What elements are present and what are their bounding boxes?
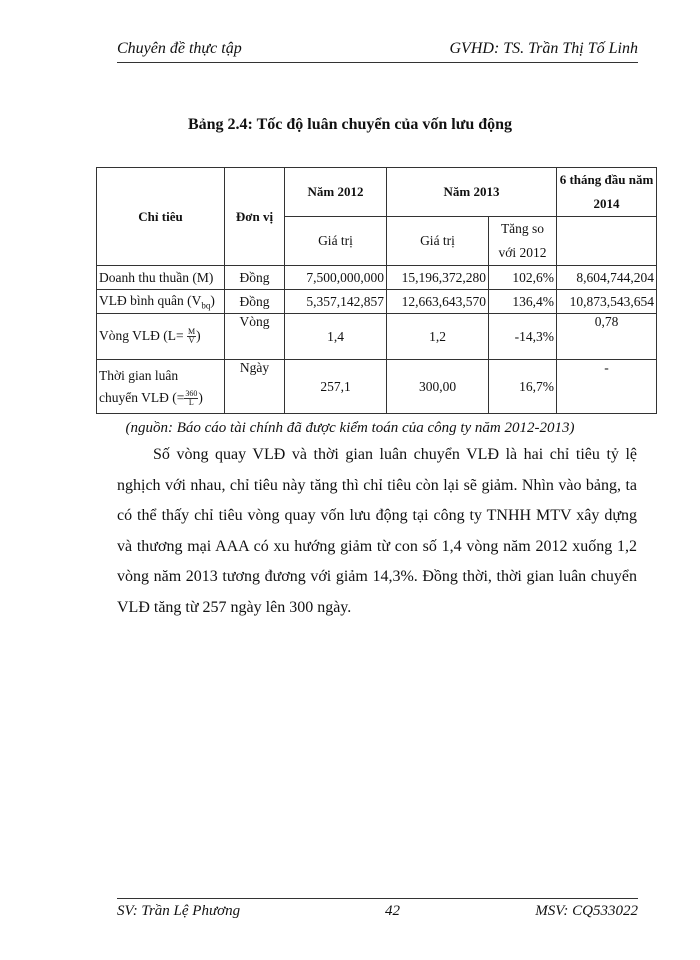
row-pct: 136,4%	[489, 290, 557, 314]
row-value-2013: 15,196,372,280	[387, 266, 489, 290]
fraction-numerator: M	[187, 327, 196, 337]
subheader-gia-tri-2013: Giá trị	[387, 217, 489, 266]
table-row	[97, 314, 657, 360]
label-line1: Thời gian luân	[99, 367, 179, 383]
header-right: GVHD: TS. Trần Thị Tố Linh	[449, 40, 638, 57]
row-label	[97, 360, 225, 414]
header-don-vi: Đơn vị	[225, 168, 285, 266]
label-end: )	[210, 292, 215, 308]
row-value-2013: 300,00	[387, 360, 489, 414]
fraction-denominator: V	[188, 336, 195, 346]
subheader-empty	[557, 217, 657, 266]
table-row	[97, 290, 657, 314]
label-main: VLĐ bình quân (V	[99, 292, 202, 308]
fraction-denominator: L	[188, 397, 194, 407]
label-end: )	[196, 327, 201, 343]
row-unit: Đồng	[225, 266, 285, 290]
row-value-2013: 12,663,643,570	[387, 290, 489, 314]
label-main: chuyển VLĐ (=	[99, 389, 185, 405]
page-footer	[117, 898, 638, 923]
row-unit: Vòng	[225, 314, 285, 360]
row-value-2014: 8,604,744,204	[557, 266, 657, 290]
row-value-2012: 7,500,000,000	[285, 266, 387, 290]
header-left: Chuyên đề thực tập	[117, 40, 242, 57]
table-row	[97, 266, 657, 290]
table-header-row	[97, 168, 657, 217]
header-2014: 6 tháng đầu năm 2014	[557, 168, 657, 217]
data-table	[96, 167, 657, 414]
row-value-2014: 0,78	[557, 314, 657, 360]
row-label	[97, 290, 225, 314]
row-unit: Đồng	[225, 290, 285, 314]
row-label: Doanh thu thuần (M)	[97, 266, 225, 290]
row-pct: 16,7%	[489, 360, 557, 414]
row-label	[97, 314, 225, 360]
row-value-2013: 1,2	[387, 314, 489, 360]
label-end: )	[198, 389, 203, 405]
row-value-2014: 10,873,543,654	[557, 290, 657, 314]
header-2012: Năm 2012	[285, 168, 387, 217]
row-value-2012: 1,4	[285, 314, 387, 360]
page-header	[117, 40, 638, 63]
fraction	[184, 390, 198, 407]
footer-right: MSV: CQ533022	[535, 903, 638, 919]
row-pct: 102,6%	[489, 266, 557, 290]
label-main: Vòng VLĐ (L=	[99, 327, 187, 343]
table-row	[97, 360, 657, 414]
page-number: 42	[385, 903, 400, 919]
body-paragraph	[117, 440, 637, 623]
row-value-2012: 5,357,142,857	[285, 290, 387, 314]
subheader-gia-tri-2012: Giá trị	[285, 217, 387, 266]
fraction-numerator: 360	[185, 388, 198, 398]
footer-left: SV: Trần Lệ Phương	[117, 903, 241, 919]
row-unit: Ngày	[225, 360, 285, 414]
paragraph-text: Số vòng quay VLĐ và thời gian luân chuyển VLĐ là hai chỉ tiêu tỷ lệ nghịch với nhau, chỉ tiêu này tăng thì chỉ tiêu còn lại sẽ giảm. Nhìn vào bảng, ta có thể thấy chỉ tiêu vòng quay vốn lưu động tại công ty TNHH MTV xây dựng và thương mại AAA có xu hướng giảm từ con số 1,4 vòng năm 2012 xuống 1,2 vòng năm 2013 tương đương với giảm 14,3%. Đồng thời, thời gian luân chuyển VLĐ tăng từ 257 ngày lên 300 ngày.	[117, 446, 637, 616]
subheader-tang-so: Tăng so với 2012	[489, 217, 557, 266]
row-value-2014: -	[557, 360, 657, 414]
label-sub: bq	[201, 300, 211, 311]
header-chi-tieu: Chỉ tiêu	[97, 168, 225, 266]
row-value-2012: 257,1	[285, 360, 387, 414]
fraction	[187, 328, 196, 345]
header-2013: Năm 2013	[387, 168, 557, 217]
source-note: (nguồn: Báo cáo tài chính đã được kiểm toán của công ty năm 2012-2013)	[125, 420, 575, 436]
table-title: Bảng 2.4: Tốc độ luân chuyển của vốn lưu động	[187, 116, 513, 133]
row-pct: -14,3%	[489, 314, 557, 360]
